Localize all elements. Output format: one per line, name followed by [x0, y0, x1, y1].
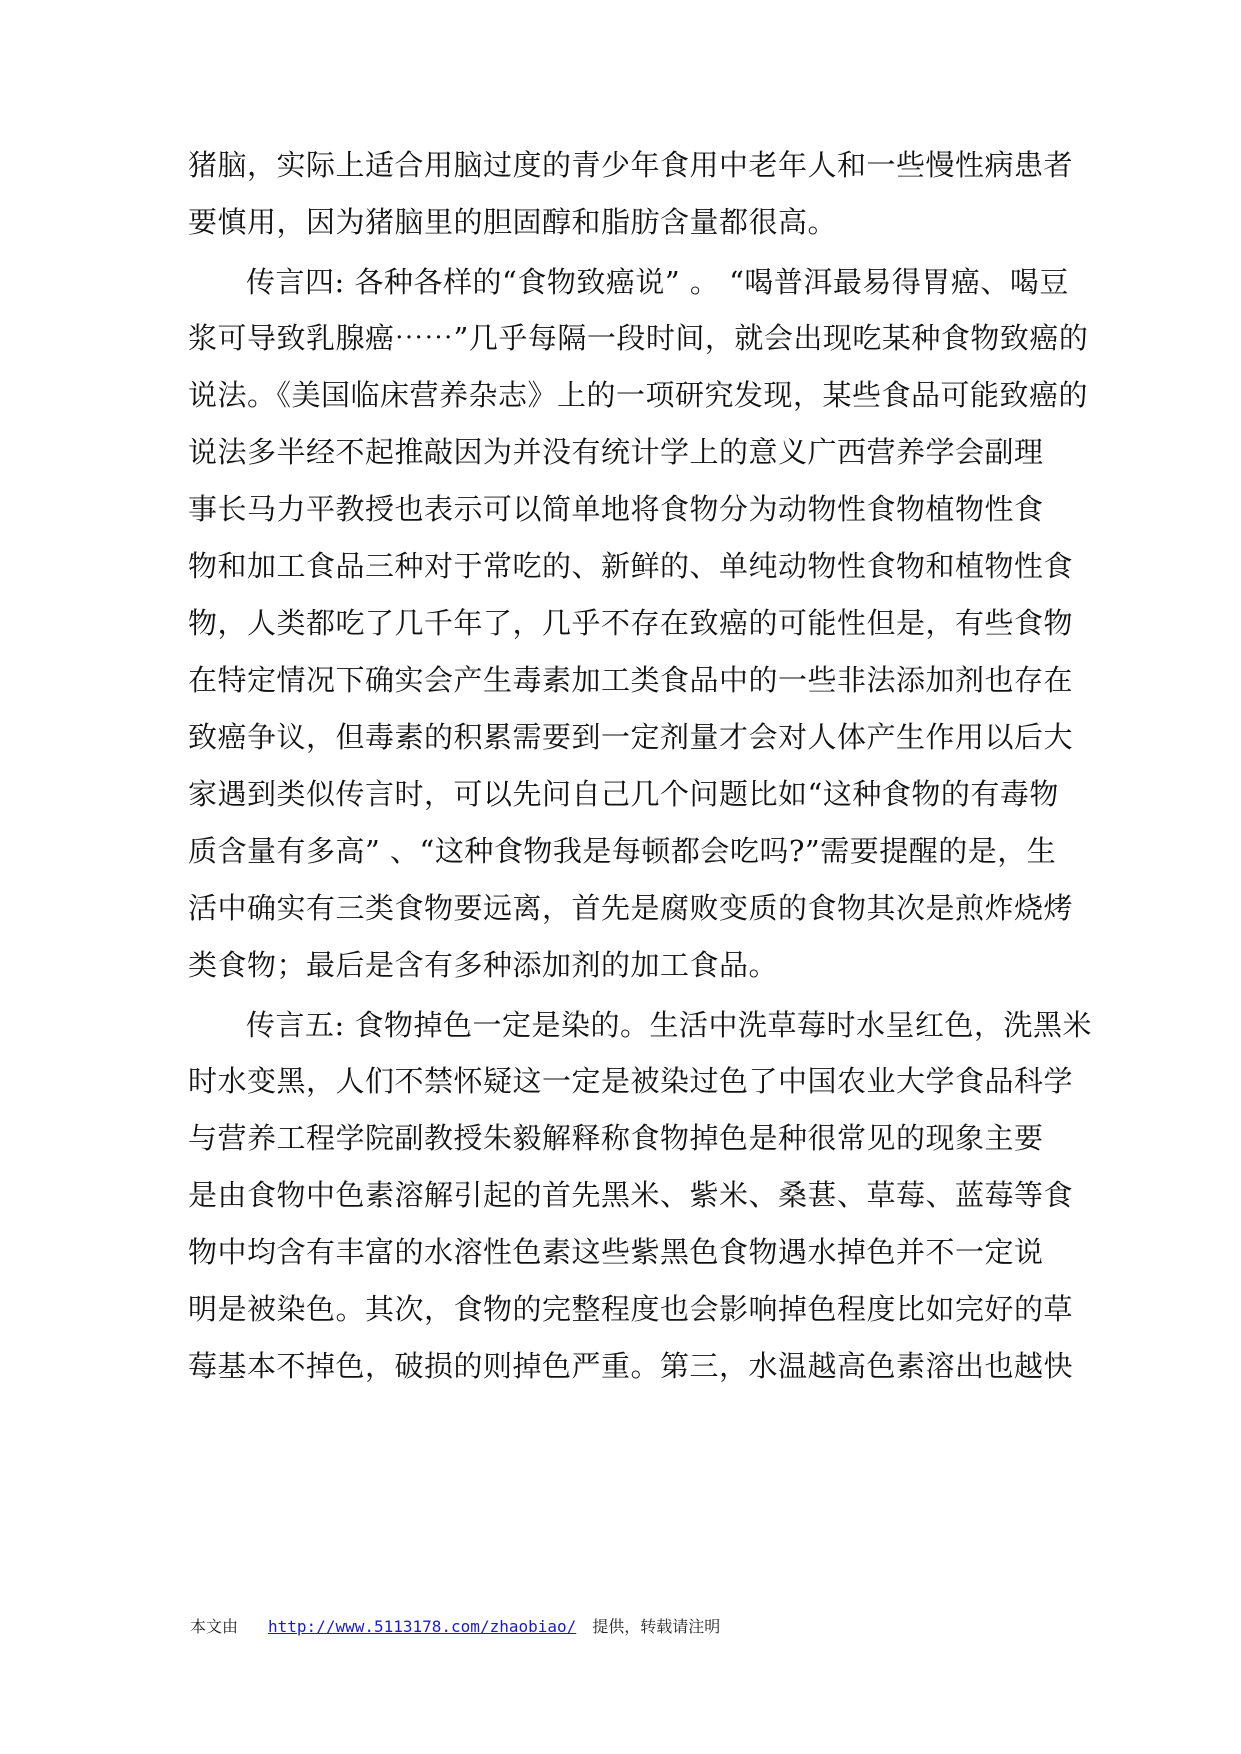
body-line: 事长马力平教授也表示可以简单地将食物分为动物性食物植物性食 [188, 492, 1044, 526]
body-line: 在特定情况下确实会产生毒素加工类食品中的一些非法添加剂也存在 [188, 663, 1074, 697]
body-line: 物和加工食品三种对于常吃的、新鲜的、单纯动物性食物和植物性食 [188, 549, 1074, 583]
body-line: 猪脑，实际上适合用脑过度的青少年食用中老年人和一些慢性病患者 [188, 148, 1074, 182]
body-line: 是由食物中色素溶解引起的首先黑米、紫米、桑葚、草莓、蓝莓等食 [188, 1178, 1074, 1212]
footer-prefix: 本文由 [190, 1617, 239, 1636]
body-line: 物中均含有丰富的水溶性色素这些紫黑色食物遇水掉色并不一定说 [188, 1235, 1044, 1269]
body-line: 浆可导致乳腺癌⋯⋯”几乎每隔一段时间，就会出现吃某种食物致癌的 [188, 321, 1089, 355]
body-line: 明是被染色。其次，食物的完整程度也会影响掉色程度比如完好的草 [188, 1292, 1074, 1326]
body-line: 莓基本不掉色，破损的则掉色严重。第三，水温越高色素溶出也越快 [188, 1349, 1074, 1383]
body-line: 传言五: 食物掉色一定是染的。生活中洗草莓时水呈红色，洗黑米 [246, 1008, 1092, 1042]
body-line: 物，人类都吃了几千年了，几乎不存在致癌的可能性但是，有些食物 [188, 606, 1074, 640]
body-line: 要慎用，因为猪脑里的胆固醇和脂肪含量都很高。 [188, 205, 838, 239]
body-line: 致癌争议，但毒素的积累需要到一定剂量才会对人体产生作用以后大 [188, 720, 1074, 754]
footer-link[interactable]: http://www.5113178.com/zhaobiao/ [268, 1617, 577, 1636]
body-line: 时水变黑，人们不禁怀疑这一定是被染过色了中国农业大学食品科学 [188, 1064, 1074, 1098]
body-line: 说法。《美国临床营养杂志》上的一项研究发现，某些食品可能致癌的 [188, 378, 1089, 412]
body-line: 传言四: 各种各样的“食物致癌说” 。 “喝普洱最易得胃癌、喝豆 [246, 265, 1069, 299]
page-footer [190, 1616, 720, 1638]
body-line: 与营养工程学院副教授朱毅解释称食物掉色是种很常见的现象主要 [188, 1121, 1044, 1155]
body-line: 质含量有多高” 、“这种食物我是每顿都会吃吗?”需要提醒的是，生 [188, 834, 1057, 868]
body-line: 家遇到类似传言时，可以先问自己几个问题比如“这种食物的有毒物 [188, 777, 1059, 811]
footer-suffix: 提供，转载请注明 [592, 1617, 721, 1636]
body-line: 类食物；最后是含有多种添加剂的加工食品。 [188, 948, 779, 982]
body-line: 说法多半经不起推敲因为并没有统计学上的意义广西营养学会副理 [188, 435, 1044, 469]
body-line: 活中确实有三类食物要远离，首先是腐败变质的食物其次是煎炸烧烤 [188, 891, 1074, 925]
